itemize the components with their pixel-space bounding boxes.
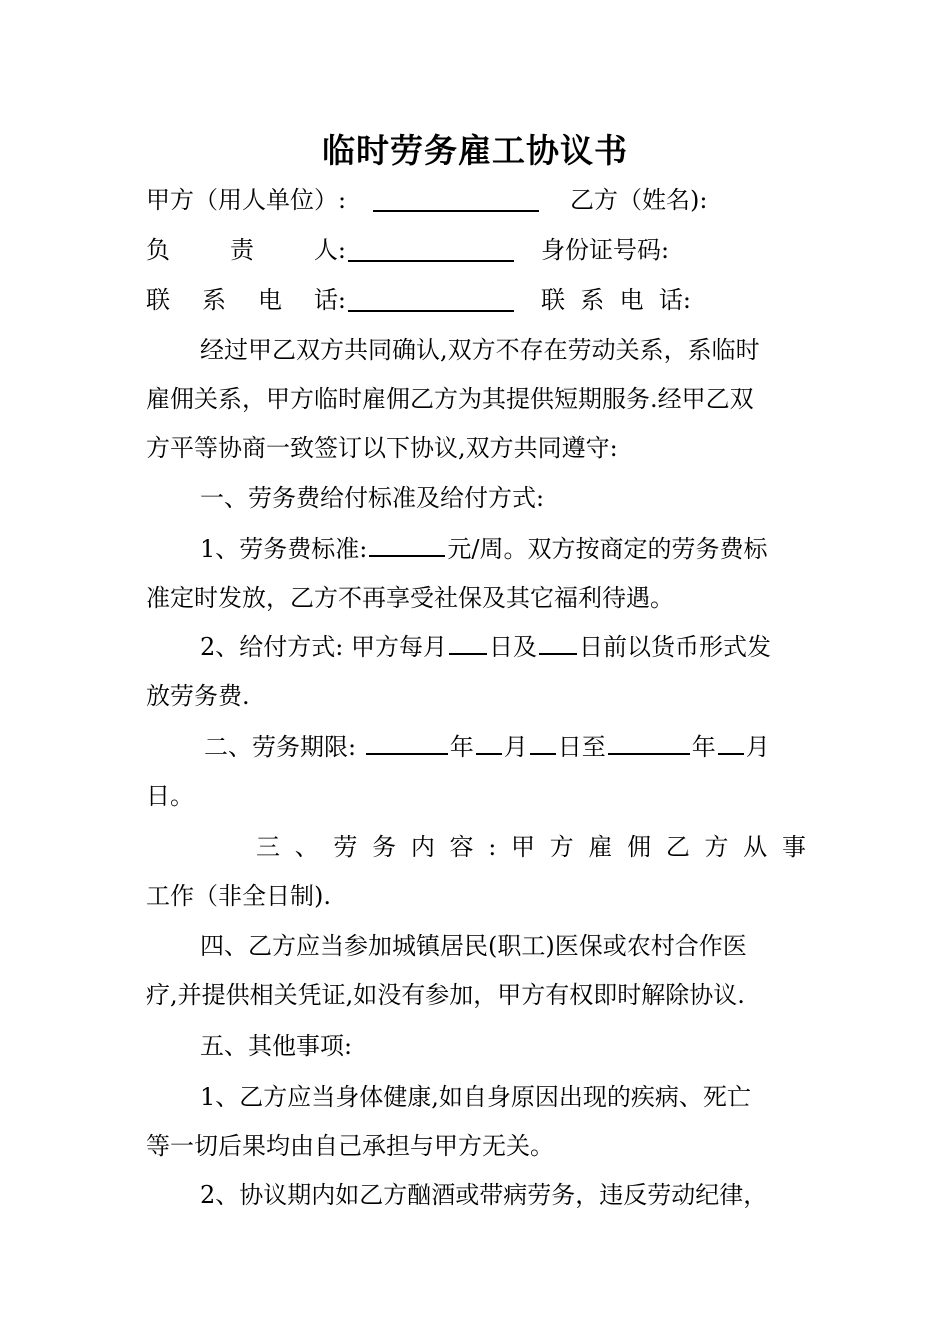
content-char: 劳 [333, 833, 358, 861]
section-1-item-1 [146, 532, 806, 566]
intro-line: 经过甲乙双方共同确认,双方不存在劳动关系，系临时 [200, 336, 760, 364]
label-char: 话: [313, 286, 346, 314]
content-char: 三 [256, 833, 280, 861]
payment-form-text: 日前以货币形式发 [578, 633, 771, 661]
document-title: 临时劳务雇工协议书 [322, 131, 628, 170]
end-year-blank [608, 731, 690, 755]
end-month-blank [718, 731, 744, 755]
content-char: 乙 [665, 833, 690, 861]
content-char: 从 [743, 833, 768, 861]
section-1-heading: 一、劳务费给付标准及给付方式: [200, 484, 545, 512]
content-char: 内 [410, 833, 435, 861]
fee-unit-text: 元/周。双方按商定的劳务费标 [447, 535, 768, 563]
label-char: 责 [229, 236, 254, 264]
content-char: 雇 [588, 833, 613, 861]
label-char: 联 [146, 286, 170, 314]
label-char: 电 [619, 286, 644, 314]
party-a-label: 甲方（用人单位）: [146, 186, 347, 214]
content-char: 方 [704, 833, 729, 861]
phone-b-label [541, 283, 691, 317]
start-year-blank [366, 731, 448, 755]
payment-day-1-blank [449, 631, 487, 655]
label-char: 电 [257, 286, 282, 314]
section-1-item-2 [146, 630, 806, 664]
content-char: 务 [372, 833, 397, 861]
phone-a-blank [348, 310, 514, 312]
start-month-blank [476, 731, 502, 755]
section-5-item-2-line-1: 2、协议期内如乙方酗酒或带病劳务，违反劳动纪律， [200, 1181, 768, 1209]
section-1-item-2-line-2: 放劳务费. [146, 682, 250, 710]
label-char: 负 [146, 236, 170, 264]
content-char: : [488, 833, 497, 861]
payment-method-label: 2、给付方式: 甲方每月 [200, 633, 447, 661]
fee-standard-label: 1、劳务费标准: [200, 535, 368, 563]
payment-day-text: 日及 [488, 633, 537, 661]
label-char: 系 [201, 286, 226, 314]
term-label: 二、劳务期限: [204, 733, 357, 761]
month-text: 月 [745, 733, 770, 761]
section-3-content [256, 830, 806, 864]
section-3-line-2: 工作（非全日制). [146, 882, 331, 910]
start-day-blank [530, 731, 556, 755]
party-b-label: 乙方（姓名): [570, 186, 708, 214]
year-text: 年 [691, 733, 716, 761]
fee-amount-blank [369, 533, 445, 557]
section-5-item-1-line-2: 等一切后果均由自己承担与甲方无关。 [146, 1132, 554, 1160]
label-char: 联 [541, 286, 565, 314]
payment-day-2-blank [539, 631, 577, 655]
responsible-person-label [146, 233, 346, 267]
responsible-person-blank [348, 260, 514, 262]
section-1-item-1-line-2: 准定时发放，乙方不再享受社保及其它福利待遇。 [146, 584, 674, 612]
section-2-line-2: 日。 [146, 782, 194, 810]
label-char: 系 [580, 286, 605, 314]
id-number-label: 身份证号码: [541, 236, 670, 264]
phone-a-label [146, 283, 346, 317]
content-char: 佣 [627, 833, 652, 861]
intro-line: 雇佣关系，甲方临时雇佣乙方为其提供短期服务.经甲乙双 [146, 385, 754, 413]
label-char: 话: [658, 286, 691, 314]
section-5-item-1-line-1: 1、乙方应当身体健康,如自身原因出现的疾病、死亡 [200, 1083, 751, 1111]
day-to-text: 日至 [557, 733, 606, 761]
content-char: 方 [549, 833, 574, 861]
section-4-line-2: 疗,并提供相关凭证,如没有参加，甲方有权即时解除协议. [146, 981, 745, 1009]
content-char: 甲 [511, 833, 536, 861]
intro-line: 方平等协商一致签订以下协议,双方共同遵守: [146, 434, 618, 462]
section-5-heading: 五、其他事项: [200, 1032, 353, 1060]
party-a-blank [373, 210, 539, 212]
content-char: 事 [781, 833, 806, 861]
content-char: 容 [449, 833, 474, 861]
content-char: 、 [294, 833, 319, 861]
section-2-term [146, 730, 806, 764]
label-char: 人: [313, 236, 346, 264]
year-text: 年 [449, 733, 474, 761]
section-4-line-1: 四、乙方应当参加城镇居民(职工)医保或农村合作医 [200, 932, 747, 960]
month-text: 月 [503, 733, 528, 761]
